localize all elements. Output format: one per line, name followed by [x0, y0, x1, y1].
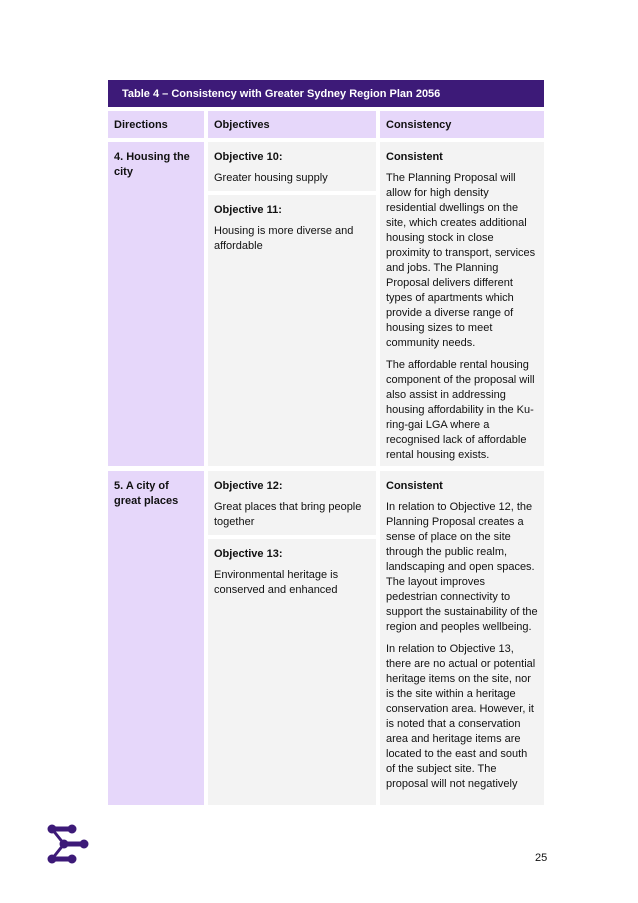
- objective-title: Objective 10:: [214, 151, 283, 163]
- objective-text: Great places that bring people together: [214, 501, 362, 528]
- consistency-status: Consistent: [386, 480, 443, 492]
- objective-text: Greater housing supply: [214, 172, 328, 184]
- objective-12-cell: [208, 471, 376, 535]
- objective-title: Objective 12:: [214, 480, 283, 492]
- consistency-paragraph: The affordable rental housing component of the proposal will also assist in addressing housing affordability in the Ku-ring-gai LGA where a recognised lack of affordable rental housing exists.: [386, 359, 535, 461]
- table-title: Table 4 – Consistency with Greater Sydney Region Plan 2056: [108, 80, 544, 107]
- direction-cell-great-places: 5. A city of great places: [108, 471, 204, 805]
- consistency-cell-great-places: [380, 471, 544, 805]
- objective-10-cell: [208, 142, 376, 191]
- objective-text: Environmental heritage is conserved and enhanced: [214, 569, 339, 596]
- company-logo-icon: [46, 824, 90, 864]
- consistency-cell-housing: [380, 142, 544, 466]
- header-objectives: Objectives: [208, 111, 376, 138]
- objective-title: Objective 13:: [214, 548, 283, 560]
- objective-title: Objective 11:: [214, 204, 282, 216]
- consistency-paragraph: In relation to Objective 12, the Planning Proposal creates a sense of place on the site through the public realm, landscaping and open spaces. The layout improves pedestrian connectivity to support the sustainability of the region and peoples wellbeing.: [386, 501, 538, 633]
- header-directions: Directions: [108, 111, 204, 138]
- objective-text: Housing is more diverse and affordable: [214, 225, 354, 252]
- consistency-paragraph: In relation to Objective 13, there are no actual or potential heritage items on the site, nor is the site within a heritage conservation area. However, it is noted that a conservation area and heritage items are located to the east and south of the subject site. The proposal will not negatively: [386, 643, 536, 790]
- consistency-status: Consistent: [386, 151, 443, 163]
- consistency-paragraph: The Planning Proposal will allow for high density residential dwellings on the site, which creates additional housing stock in close proximity to transport, services and jobs. The Planning Proposal delivers different types of apartments which provide a diverse range of housing sizes to meet community needs.: [386, 172, 536, 349]
- page-number: 25: [535, 852, 548, 864]
- objective-11-cell: [208, 195, 376, 466]
- header-consistency: Consistency: [380, 111, 544, 138]
- direction-cell-housing: 4. Housing the city: [108, 142, 204, 466]
- objective-13-cell: [208, 539, 376, 805]
